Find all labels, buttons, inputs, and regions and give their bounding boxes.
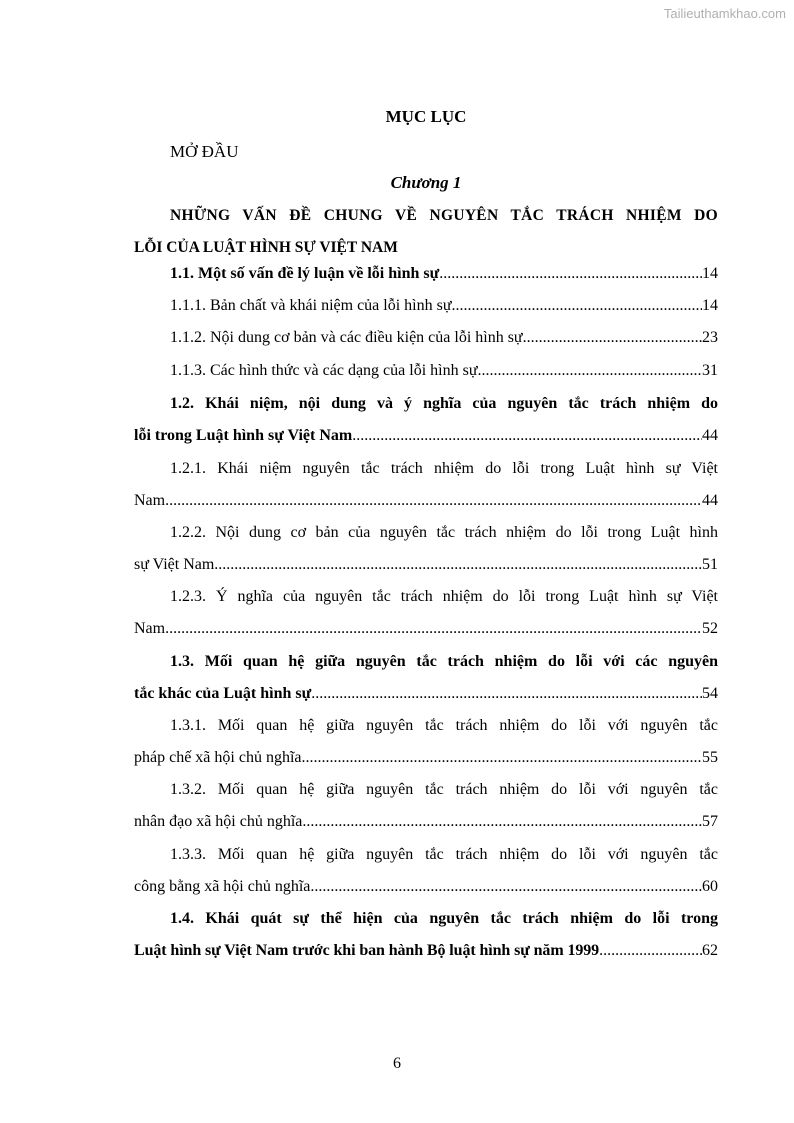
toc-entry-page: 55 — [702, 749, 718, 766]
toc-entry-page: 60 — [702, 878, 718, 895]
page-number: 6 — [393, 1055, 401, 1072]
toc-entry-1-3[interactable] — [134, 646, 718, 710]
toc-entry-1-2-1[interactable] — [134, 453, 718, 517]
toc-entry-1-1[interactable] — [134, 258, 718, 290]
toc-entry-1-3-3[interactable] — [134, 839, 718, 903]
toc-entry-line-1: 1.3.1. Mối quan hệ giữa nguyên tắc trách nhiệm do lỗi với nguyên tắc — [170, 717, 718, 734]
toc-entry-1-1-2[interactable] — [134, 322, 718, 354]
toc-entry-text: 1.1.1. Bản chất và khái niệm của lỗi hình sự — [170, 297, 452, 314]
toc-entry-text: tắc khác của Luật hình sự — [134, 685, 312, 702]
intro-entry: MỞ ĐẦU — [170, 142, 239, 161]
toc-entry-text: 1.1.2. Nội dung cơ bản và các điều kiện của lỗi hình sự — [170, 329, 523, 346]
toc-entry-text: Nam — [134, 620, 166, 637]
toc-entry-text: công bằng xã hội chủ nghĩa — [134, 878, 311, 895]
toc-entry-line-1: 1.2.1. Khái niệm nguyên tắc trách nhiệm do lỗi trong Luật hình sự Việt — [170, 460, 718, 477]
leader-dots — [302, 806, 702, 838]
toc-entry-1-4[interactable] — [134, 903, 718, 967]
toc-entry-1-2-3[interactable] — [134, 581, 718, 645]
toc-entry-page: 54 — [702, 685, 718, 702]
toc-entry-line-1: 1.3.2. Mối quan hệ giữa nguyên tắc trách nhiệm do lỗi với nguyên tắc — [170, 781, 718, 798]
toc-entry-line-1: 1.4. Khái quát sự thể hiện của nguyên tắc trách nhiệm do lỗi trong — [170, 910, 718, 927]
toc-entry-1-1-1[interactable] — [134, 290, 718, 322]
toc-entry-page: 14 — [702, 265, 718, 282]
leader-dots — [439, 258, 702, 290]
chapter-title — [134, 200, 718, 264]
watermark: Tailieuthamkhao.com — [663, 6, 786, 21]
toc-entry-page: 57 — [702, 813, 718, 830]
chapter-label: Chương 1 — [390, 173, 462, 192]
toc-entry-line-1: 1.2.2. Nội dung cơ bản của nguyên tắc trách nhiệm do lỗi trong Luật hình — [170, 524, 718, 541]
leader-dots — [599, 935, 702, 967]
toc-entry-page: 23 — [702, 329, 718, 346]
toc-entry-text: sự Việt Nam — [134, 556, 215, 573]
leader-dots — [165, 485, 702, 517]
leader-dots — [477, 355, 702, 387]
toc-entry-page: 51 — [702, 556, 718, 573]
toc-entry-page: 31 — [702, 362, 718, 379]
toc-entry-text: 1.1.3. Các hình thức và các dạng của lỗi hình sự — [170, 362, 478, 379]
toc-entry-line-1: 1.3. Mối quan hệ giữa nguyên tắc trách nhiệm do lỗi với các nguyên — [170, 653, 718, 670]
toc-entry-text: lỗi trong Luật hình sự Việt Nam — [134, 427, 353, 444]
toc-entry-1-3-1[interactable] — [134, 710, 718, 774]
toc-entry-1-2[interactable] — [134, 388, 718, 452]
toc-entry-page: 62 — [702, 942, 718, 959]
leader-dots — [214, 549, 702, 581]
page-title: MỤC LỤC — [385, 107, 467, 126]
toc-entry-page: 44 — [702, 492, 718, 509]
chapter-title-line-2: LỖI CỦA LUẬT HÌNH SỰ VIỆT NAM — [134, 239, 398, 256]
toc-entry-line-1: 1.2. Khái niệm, nội dung và ý nghĩa của nguyên tắc trách nhiệm do — [170, 395, 718, 412]
leader-dots — [302, 742, 703, 774]
leader-dots — [310, 871, 702, 903]
leader-dots — [452, 290, 703, 322]
toc-entry-1-1-3[interactable] — [134, 355, 718, 387]
leader-dots — [311, 678, 702, 710]
toc-entry-text: Nam — [134, 492, 166, 509]
toc-entry-page: 44 — [702, 427, 718, 444]
toc-entry-1-3-2[interactable] — [134, 774, 718, 838]
toc-entry-text: pháp chế xã hội chủ nghĩa — [134, 749, 302, 766]
leader-dots — [523, 322, 702, 354]
toc-entry-page: 52 — [702, 620, 718, 637]
toc-entry-line-1: 1.2.3. Ý nghĩa của nguyên tắc trách nhiệm do lỗi trong Luật hình sự Việt — [170, 588, 718, 605]
toc-entry-page: 14 — [702, 297, 718, 314]
chapter-title-line-1: NHỮNG VẤN ĐỀ CHUNG VỀ NGUYÊN TẮC TRÁCH NHIỆM DO — [170, 207, 718, 224]
toc-entry-line-1: 1.3.3. Mối quan hệ giữa nguyên tắc trách nhiệm do lỗi với nguyên tắc — [170, 846, 718, 863]
toc-entry-text: 1.1. Một số vấn đề lý luận về lỗi hình sự — [170, 265, 440, 282]
toc-entry-text: nhân đạo xã hội chủ nghĩa — [134, 813, 303, 830]
toc-entry-text: Luật hình sự Việt Nam trước khi ban hành Bộ luật hình sự năm 1999 — [134, 942, 600, 959]
leader-dots — [352, 420, 702, 452]
leader-dots — [165, 613, 702, 645]
toc-entry-1-2-2[interactable] — [134, 517, 718, 581]
